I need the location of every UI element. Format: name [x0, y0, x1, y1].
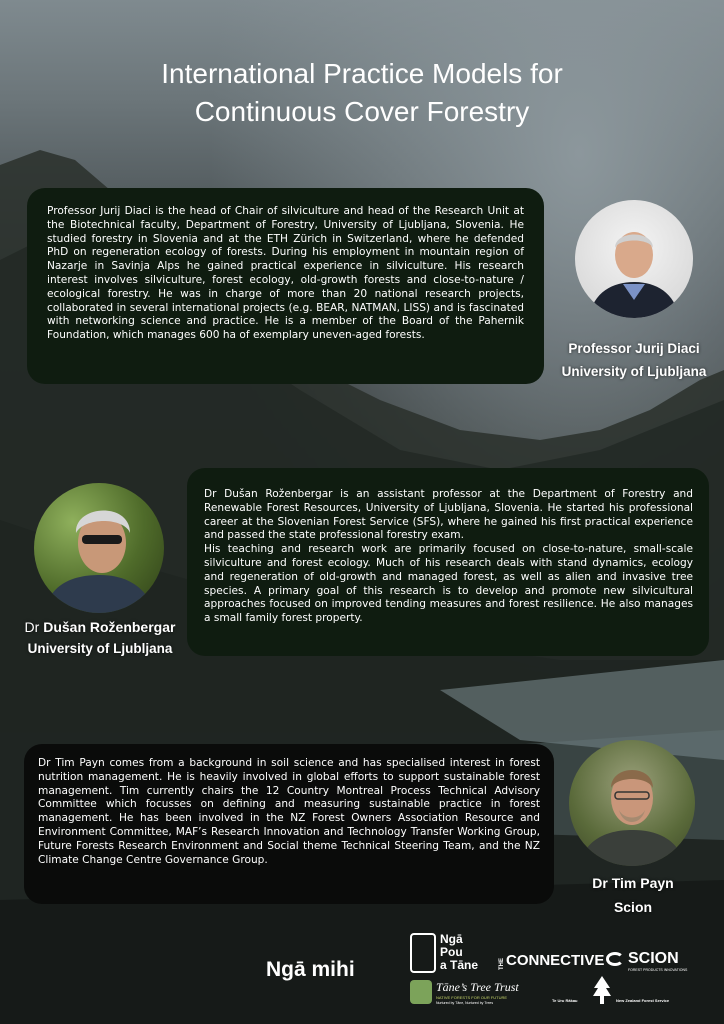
title-line-2: Continuous Cover Forestry [194, 96, 530, 127]
bio-text-payn: Dr Tim Payn comes from a background in soil science and has specialised interest in forest nutrition management. He is heavily involved in global efforts to support sustainable forest management. Tim currently chairs the 12 Country Montreal Process Technical Advisory Committee which focusses on defining and measuring sustainable practice in forest management. He has been involved in the NZ Forest Owners Association Resource and Environment Committee, MAF’s Research Innovation and Technology Transfer Working Group, Future Forests Research Environment and Social theme Technical Steering Team, and the NZ Climate Change Centre Governance Group. [38, 757, 540, 866]
bio-text-rozenbergar-2: His teaching and research work are primarily focused on close-to-nature, small-scale silviculture and forest ecology. Much of his research deals with stand dynamics, ecology and regeneration of old-growth and managed forest, as well as alien and invasive tree species. A primary goal of this research is to develop and promote new silvicultural approaches focused on improved tending measures and forest resilience. He also manages a small family forest property. [204, 543, 693, 625]
speaker-name-rozenbergar [20, 618, 180, 636]
tanes-text: Tāne’s Tree Trust [436, 980, 519, 994]
bio-text-rozenbergar-1: Dr Dušan Roženbergar is an assistant professor at the Department of Forestry and Renewable Forest Resources, University of Ljubljana, Slovenia. He started his professional career at the Slovenian Forest Service (SFS), where he gained his first practical experience and passed the state professional forestry exam. [204, 488, 693, 542]
title-line-1: International Practice Models for [161, 58, 563, 89]
tanes-subtext-2: Nurtured by Tāne, Nurtured by Trees [436, 1001, 494, 1005]
scion-logo [606, 950, 710, 974]
speaker-affiliation-rozenbergar: University of Ljubljana [27, 641, 173, 656]
bio-panel-payn [24, 744, 554, 904]
tanes-subtext: NATIVE FORESTS FOR OUR FUTURE [436, 995, 508, 1000]
speaker-name-payn: Dr Tim Payn [592, 875, 674, 891]
portrait-diaci [575, 200, 693, 318]
the-connective-prefix: THE [499, 958, 505, 970]
speaker-name-diaci: Professor Jurij Diaci [568, 341, 700, 356]
the-connective-logo [496, 952, 604, 969]
speaker-name-text: Dušan Roženbergar [43, 619, 176, 635]
page-title [0, 55, 724, 131]
speaker-affiliation-payn: Scion [613, 899, 653, 915]
bio-panel-diaci [27, 188, 544, 384]
nga-pou-line-2: Pou [440, 945, 463, 959]
bio-panel-rozenbergar [187, 468, 709, 656]
tree-icon [410, 980, 432, 1004]
carving-icon [410, 933, 436, 973]
nga-pou-line-1: Ngā [440, 932, 463, 946]
portrait-payn [569, 740, 695, 866]
fern-tree-icon [592, 976, 612, 1004]
speaker-name-prefix: Dr [24, 619, 44, 635]
nga-pou-line-3: a Tāne [440, 958, 479, 972]
scion-subtext: FOREST PRODUCTS INNOVATIONS [628, 968, 688, 972]
logo-strip [408, 930, 708, 1020]
thanks-text: Ngā mihi [266, 958, 355, 981]
scion-text: SCION [628, 950, 679, 967]
tanes-tree-trust-logo [410, 980, 546, 1016]
nzfs-text: New Zealand Forest Service [616, 998, 670, 1003]
te-uru-rakau-logo [552, 974, 708, 1014]
te-uru-text: Te Uru Rākau [552, 998, 578, 1003]
the-connective-text: CONNECTIVE [506, 952, 605, 969]
speaker-affiliation-diaci: University of Ljubljana [561, 364, 707, 379]
portrait-rozenbergar [34, 483, 164, 613]
scion-swirl-icon [606, 952, 624, 966]
nga-pou-a-tane-logo [410, 933, 490, 975]
bio-text-diaci: Professor Jurij Diaci is the head of Chair of silviculture and head of the Research Unit at the Biotechnical faculty, Department of Forestry, University of Ljubljana, Slovenia. He studied forestry in Slovenia and at the ETH Zürich in Switzerland, where he defended PhD on regeneration ecology of forests. During his employment in mountain region of Nazarje in Savinja Alps he gained practical experience in silviculture. His research interest involves silviculture, forest ecology, old-growth forests and close-to-nature / ecological forestry. He was in charge of more than 20 national research projects, collaborated in several international projects (e.g. BEAR, NATMAN, LISS) and is fascinated with networking science and practice. He is a member of the Board of the Pahernik Foundation, which manages 600 ha of exemplary uneven-aged forests. [47, 205, 524, 342]
